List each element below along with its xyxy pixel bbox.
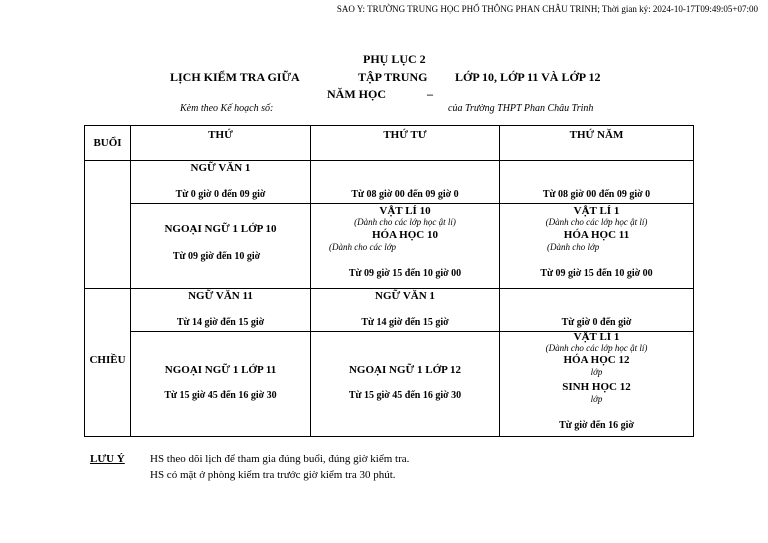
time-label: Từ 15 giờ 45 đến 16 giờ 30 [348, 390, 462, 401]
exam-schedule-table [84, 125, 694, 437]
afternoon-r2-thu-nam [500, 332, 694, 437]
header-thu [131, 126, 311, 161]
subject-label: HÓA HỌC 10 [371, 229, 438, 241]
session-afternoon-cell [85, 289, 131, 437]
subject-note: (Dành cho các lớp [329, 242, 397, 252]
afternoon-r2-thu [131, 332, 311, 437]
morning-r2-thu [131, 204, 311, 289]
subject-label: NGỮ VĂN 1 [375, 290, 435, 302]
subject-note: (Dành cho các lớp học ật lí) [354, 217, 456, 227]
subject-label: VẬT LÍ 10 [379, 205, 431, 217]
time-label: Từ 14 giờ đến 15 giờ [361, 317, 449, 328]
subject-note: (Dành cho các lớp học ật lí) [545, 217, 648, 227]
title-part-3: LỚP 10, LỚP 11 VÀ LỚP 12 [455, 70, 601, 84]
subject-label: HÓA HỌC 11 [563, 229, 630, 241]
time-label: Từ 14 giờ đến 15 giờ [176, 317, 265, 328]
morning-r2-thu-tu [311, 204, 500, 289]
time-label: Từ 0 giờ 0 đến 09 giờ [175, 189, 266, 200]
time-label: Từ 15 giờ 45 đến 16 giờ 30 [164, 390, 277, 401]
subject-label: NGOẠI NGỮ 1 LỚP 12 [348, 364, 462, 376]
time-label: Từ giờ đến 16 giờ [559, 420, 634, 431]
note-line-2: HS có mặt ở phòng kiểm tra trước giờ kiểm tra 30 phút. [150, 469, 396, 481]
morning-r1-thu-tu [311, 161, 500, 204]
subject-note: (Dành cho lớp [547, 242, 600, 252]
afternoon-r1-thu-nam [500, 289, 694, 332]
subject-label: HÓA HỌC 12 [563, 354, 630, 366]
morning-r1-thu [131, 161, 311, 204]
note-line-1: HS theo dõi lịch để tham gia đúng buổi, đúng giờ kiểm tra. [150, 453, 410, 465]
subject-note: (Dành cho các lớp học ật lí) [545, 343, 648, 353]
header-buoi-label: BUỔI [93, 137, 122, 149]
header-thu-nam-label: THỨ NĂM [569, 129, 624, 141]
time-label: Từ giờ 0 đến giờ [561, 317, 632, 328]
time-label: Từ 08 giờ 00 đến 09 giờ 0 [542, 189, 651, 200]
time-label: Từ 09 giờ đến 10 giờ [172, 251, 261, 262]
afternoon-r2-thu-tu [311, 332, 500, 437]
title-part-1: LỊCH KIỂM TRA GIỮA [170, 70, 300, 84]
afternoon-r1-thu [131, 289, 311, 332]
header-thu-tu [311, 126, 500, 161]
subject-label: NGỮ VĂN 11 [188, 290, 253, 302]
school-reference: của Trường THPT Phan Châu Trinh [448, 103, 594, 114]
digital-signature-stamp: SAO Y: TRƯỜNG TRUNG HỌC PHỔ THÔNG PHAN CHÂU TRINH; Thời gian ký: 2024-10-17T09:49:05+07:00 [336, 4, 758, 14]
subject-note: lớp [590, 367, 603, 377]
subject-label: SINH HỌC 12 [562, 381, 631, 393]
subject-label: NGỮ VĂN 1 [190, 162, 251, 174]
subject-note: lớp [590, 394, 603, 404]
header-thu-label: THỨ [208, 129, 233, 141]
session-afternoon-label: CHIỀU [89, 354, 126, 366]
school-year-label: NĂM HỌC [327, 87, 386, 101]
time-label: Từ 08 giờ 00 đến 09 giờ 0 [351, 189, 459, 200]
subject-label: VẬT LÍ 1 [573, 205, 620, 217]
morning-r2-thu-nam [500, 204, 694, 289]
morning-r1-thu-nam [500, 161, 694, 204]
session-morning-cell [85, 161, 131, 289]
header-thu-tu-label: THỨ TƯ [383, 129, 427, 141]
school-year-dash: – [427, 87, 433, 101]
title-part-2: TẬP TRUNG [358, 70, 428, 84]
subject-label: VẬT LÍ 1 [573, 331, 620, 343]
plan-reference: Kèm theo Kế hoạch số: [180, 103, 274, 114]
notes-label: LƯU Ý [90, 453, 125, 465]
time-label: Từ 09 giờ 15 đến 10 giờ 00 [540, 268, 653, 279]
subject-label: NGOẠI NGỮ 1 LỚP 10 [164, 223, 277, 235]
subject-label: NGOẠI NGỮ 1 LỚP 11 [164, 364, 277, 376]
afternoon-r1-thu-tu [311, 289, 500, 332]
time-label: Từ 09 giờ 15 đến 10 giờ 00 [348, 268, 462, 279]
header-thu-nam [500, 126, 694, 161]
appendix-label: PHỤ LỤC 2 [363, 52, 426, 66]
header-buoi [85, 126, 131, 161]
